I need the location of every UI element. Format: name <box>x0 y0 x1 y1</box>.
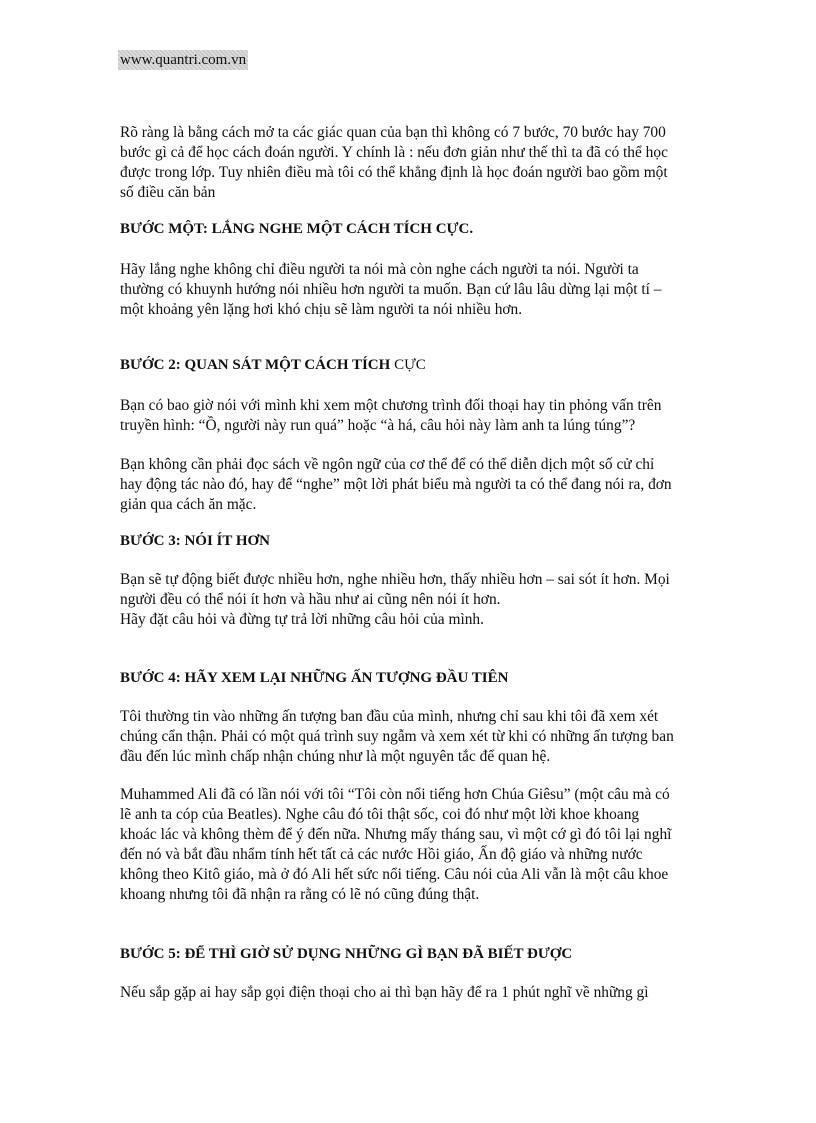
step1-line: thường có khuynh hướng nói nhiều hơn người ta muốn. Bạn cứ lâu lâu dừng lại một tí – <box>120 281 662 298</box>
step4-line: không theo Kitô giáo, mà ở đó Ali hết sức nổi tiếng. Câu nói của Ali vẫn là một câu khoe <box>120 866 669 883</box>
step3-heading: BƯỚC 3: NÓI ÍT HƠN <box>120 533 271 549</box>
step3-line: Bạn sẽ tự động biết được nhiều hơn, nghe nhiều hơn, thấy nhiều hơn – sai sót ít hơn. Mọi <box>120 571 670 588</box>
header-url: www.quantri.com.vn <box>120 52 247 68</box>
step5-heading: BƯỚC 5: ĐỂ THÌ GIỜ SỬ DỤNG NHỮNG GÌ BẠN ĐÃ BIẾT ĐƯỢC <box>120 946 573 962</box>
step2-paragraph-1 <box>120 396 700 436</box>
step4-line: chúng cẩn thận. Phải có một quá trình suy ngẫm và xem xét từ khi có những ấn tượng ban <box>120 728 674 745</box>
step4-line: Muhammed Ali đã có lần nói với tôi “Tôi còn nổi tiếng hơn Chúa Giêsu” (một câu mà có <box>120 786 670 803</box>
step2-heading <box>120 355 426 375</box>
step4-line: đến nó và bắt đầu nhẩm tính hết tất cả các nước Hồi giáo, Ấn độ giáo và những nước <box>120 846 643 863</box>
step1-heading: BƯỚC MỘT: LẮNG NGHE MỘT CÁCH TÍCH CỰC. <box>120 221 474 237</box>
step1-line: một khoảng yên lặng hơi khó chịu sẽ làm người ta nói nhiều hơn. <box>120 301 523 318</box>
intro-line: bước gì cả để học cách đoán người. Y chính là : nếu đơn giản như thế thì ta đã có thể học <box>120 144 668 161</box>
intro-line: Rõ ràng là bằng cách mở ta các giác quan của bạn thì không có 7 bước, 70 bước hay 700 <box>120 124 666 141</box>
step1-paragraph <box>120 260 700 320</box>
step1-line: Hãy lắng nghe không chỉ điều người ta nói mà còn nghe cách người ta nói. Người ta <box>120 261 639 278</box>
step4-line: khoác lác và không thèm để ý đến nữa. Nhưng mấy tháng sau, vì một cớ gì đó tôi lại nghĩ <box>120 826 672 843</box>
step2-heading-tail: CỰC <box>390 357 426 373</box>
step2-line: giản qua cách ăn mặc. <box>120 496 257 513</box>
step3-line: người đều có thể nói ít hơn và hầu như ai cũng nên nói ít hơn. <box>120 591 501 608</box>
step2-heading-main: BƯỚC 2: QUAN SÁT MỘT CÁCH TÍCH <box>120 357 391 373</box>
step4-line: khoang nhưng tôi đã nhận ra rằng có lẽ nó cũng đúng thật. <box>120 886 480 903</box>
step3-paragraph <box>120 570 700 630</box>
intro-line: số điều căn bản <box>120 184 216 201</box>
intro-paragraph <box>120 123 700 203</box>
step2-line: Bạn có bao giờ nói với mình khi xem một chương trình đối thoại hay tin phỏng vấn trên <box>120 397 662 414</box>
step4-line: đầu đến lúc mình chấp nhận chúng như là một nguyên tắc để quan hệ. <box>120 748 551 765</box>
step3-line: Hãy đặt câu hỏi và đừng tự trả lời những câu hỏi của mình. <box>120 611 484 628</box>
step2-line: Bạn không cần phải đọc sách về ngôn ngữ của cơ thể để có thể diễn dịch một số cử chỉ <box>120 456 655 473</box>
step4-heading: BƯỚC 4: HÃY XEM LẠI NHỮNG ẤN TƯỢNG ĐẦU TIÊN <box>120 670 509 686</box>
step5-line: Nếu sắp gặp ai hay sắp gọi điện thoại cho ai thì bạn hãy để ra 1 phút nghĩ về những gì <box>120 984 649 1001</box>
step5-paragraph <box>120 983 700 1003</box>
step4-paragraph-2 <box>120 785 700 905</box>
step4-line: Tôi thường tin vào những ấn tượng ban đầu của mình, nhưng chỉ sau khi tôi đã xem xét <box>120 708 659 725</box>
intro-line: được trong lớp. Tuy nhiên điều mà tôi có thể khẳng định là học đoán người bao gồm một <box>120 164 668 181</box>
step2-paragraph-2 <box>120 455 700 515</box>
step2-line: truyền hình: “Ồ, người này run quá” hoặc “à há, câu hỏi này làm anh ta lúng túng”? <box>120 417 636 434</box>
step2-line: hay động tác nào đó, hay để “nghe” một lời phát biểu mà người ta có thể đang nói ra, đơn <box>120 476 672 493</box>
step4-paragraph-1 <box>120 707 700 767</box>
step4-line: lẽ anh ta cóp của Beatles). Nghe câu đó tôi thật sốc, coi đó như một lời khoe khoang <box>120 806 640 823</box>
